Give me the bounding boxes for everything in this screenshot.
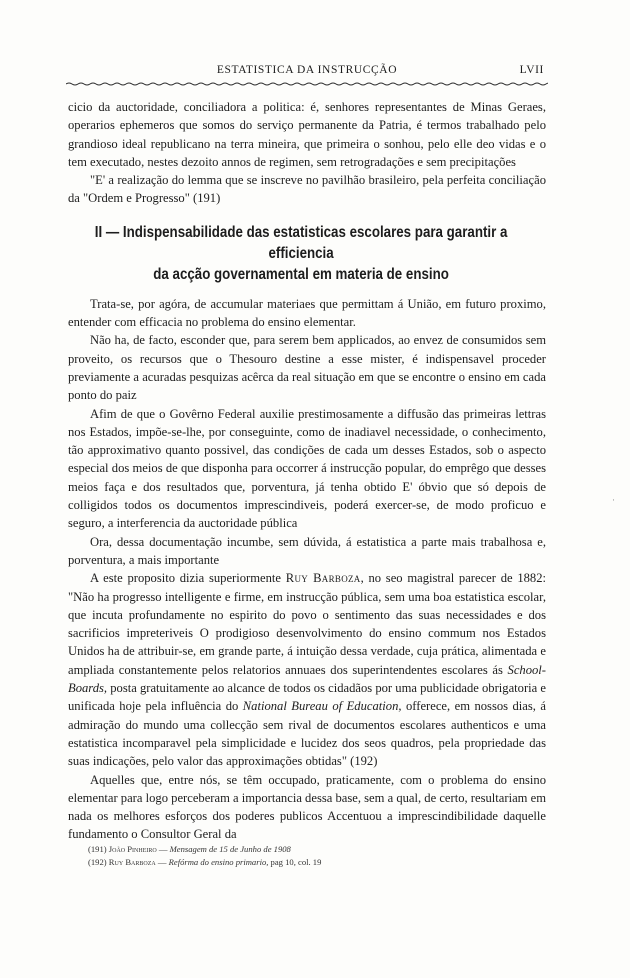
quote-italic-term: National Bureau of Education,	[242, 699, 402, 714]
body-paragraph: Trata-se, por agóra, de accumular materiaes que permittam á União, em futuro proximo, entender com efficacia no problema do ensino elementar.	[68, 296, 546, 330]
margin-mark: ·	[612, 495, 615, 505]
footnote-number: (191)	[88, 844, 107, 854]
footnote-work: Refórma do ensino primario,	[168, 857, 269, 867]
body-paragraph: Afim de que o Govêrno Federal auxilie prestimosamente a diffusão das primeiras lettras nos Estados, impõe-se-lhe, por conseguinte, como de inadiavel necessidade, o conhecimento, tão approximativo quanto possivel, das condições de cada um desses Estados, sob o aspecto especial dos meios de que disponha para occorrer á instrucção popular, do emprêgo que desses meios faça e dos resultados que, porventura, já tenha obtido E' óbvio que só depois de colligidos todos os documentos imprescindiveis, poderá exercer-se, de modo proficuo e seguro, a interferencia da auctoridade pública	[68, 406, 546, 531]
body-paragraph: Não ha, de facto, esconder que, para serem bem applicados, ao envez de consumidos sem proveito, os recursos que o Thesouro destine a esse mister, é indispensavel proceder previamente a acuradas pesquizas acêrca da real situação em que se encontre o ensino em cada ponto do paiz	[68, 333, 546, 403]
quote-author: Ruy Barboza	[285, 571, 361, 586]
running-head	[68, 62, 546, 80]
section-heading	[62, 222, 540, 285]
footnote	[88, 843, 528, 856]
quote-text: , no seo magistral parecer de 1882: "Não ha progresso intelligente e firme, em instrucção pública, sem uma boa estatistica escolar, que incuta profundamente no espirito do povo o sentimento das suas necessidades e dos sacrificios impreteriveis O prodigioso desenvolvimento do ensino commum nos Estados Unidos ha de attribuir-se, em grande parte, á intuição dessa verdade, cuja prática, alimentada e ampliada constantemente pelos relatorios annuaes dos superintendentes escolares ás	[68, 571, 547, 677]
footnote-separator: —	[156, 844, 170, 854]
quote-italic-term: School-Boards,	[68, 662, 546, 696]
footnote	[88, 856, 528, 869]
quote-text: posta gratuitamente ao alcance de todos os cidadãos por uma publicidade obrigatoria e unificada hoje pela influência do	[68, 681, 546, 714]
body-paragraph: cicio da auctoridade, conciliadora a politica: é, senhores representantes de Minas Geraes, operarios ephemeros que somos do serviço permanente da Patria, é termos trabalhado pelo grandioso ideal republicano na terra mineira, que primeira o sonhou, pelo elle deo vidas e o tem executado, nestes dezoito annos de regimen, sem retrogradações e sem precipitações	[68, 100, 546, 169]
body-paragraph: "E' a realização do lemma que se inscreve no pavilhão brasileiro, pela perfeita conciliação da "Ordem e Progresso" (191)	[68, 173, 546, 206]
footnote-author: Ruy Barboza	[108, 857, 156, 867]
page-body	[68, 98, 546, 844]
running-head-title: ESTATISTICA DA INSTRUCÇÃO	[216, 64, 398, 76]
footnote-work: Mensagem de 15 de Junho de 1908	[169, 844, 291, 854]
section-heading-line: II — Indispensabilidade das estatisticas escolares para garantir a efficiencia	[94, 223, 508, 262]
quote-text: offerece, em nossos dias, á admiração do mundo uma collecção sem rival de documentos escolares authenticos e uma estatistica incomparavel pela simplicidade e lucidez dos seos quadros, pela propriedade das suas indicações, pelo valor das approximações obtidas" (192)	[68, 699, 546, 769]
wavy-rule-divider	[66, 80, 548, 88]
footnote-separator: —	[155, 857, 169, 867]
footnotes	[88, 843, 528, 869]
footnote-number: (192)	[88, 857, 107, 867]
page-number: LVII	[519, 64, 544, 76]
body-paragraph: Aquelles que, entre nós, se têm occupado, praticamente, com o problema do ensino elementar para logo perceberam a importancia dessa base, sem a qual, de certo, resultariam em nada os melhores esforços dos poderes publicos Accentuou a imprescindibilidade daquelle fundamento o Consultor Geral da	[68, 772, 546, 842]
section-heading-line: da acção governamental em materia de ensino	[153, 265, 449, 283]
body-paragraph: Ora, dessa documentação incumbe, sem dúvida, á estatistica a parte mais trabalhosa e, porventura, a mais importante	[68, 534, 546, 567]
quotation-paragraph	[68, 569, 546, 770]
quote-lead: A este proposito dizia superiormente	[90, 571, 286, 586]
footnote-author: João Pinheiro	[108, 844, 157, 854]
footnote-rest: pag 10, col. 19	[268, 857, 322, 867]
